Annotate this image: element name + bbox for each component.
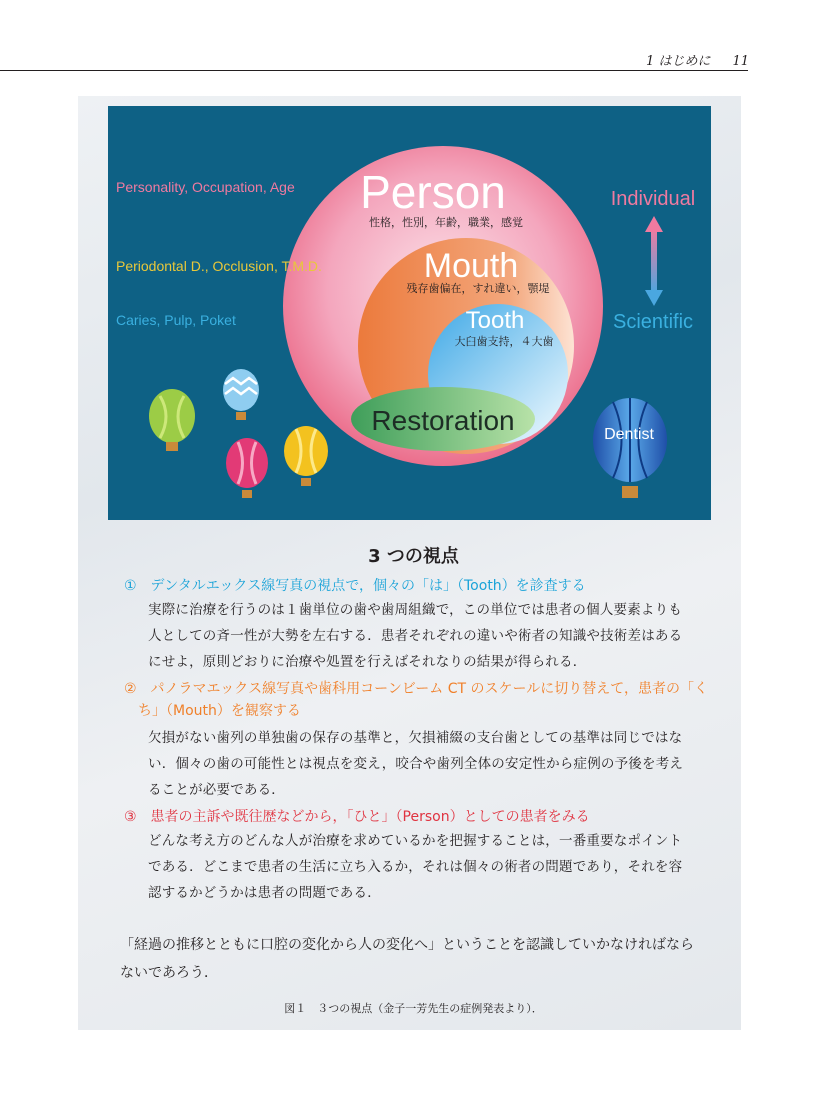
item-2-heading-line-1: ② パノラマエックス線写真や歯科用コーンビーム CT のスケールに切り替えて，患者の「く [124, 681, 708, 697]
person-label: Person [360, 166, 506, 218]
dentist-balloon-icon [593, 398, 667, 498]
left-label-personality: Personality, Occupation, Age [116, 179, 295, 195]
item-1-body [148, 597, 682, 675]
blue-white-balloon-icon [223, 369, 259, 420]
double-arrow-icon [645, 216, 663, 306]
figure-caption: 図１ ３つの視点（金子一芳先生の症例発表より）． [284, 1002, 543, 1015]
conclusion-line-2: ないであろう． [120, 965, 218, 981]
item-3-line-2: である．どこまで患者の生活に立ち入るか，それは個々の術者の問題であり，それを容 [148, 859, 683, 875]
item-3-body [148, 828, 682, 906]
header-rule [0, 70, 748, 71]
item-2-heading-line-2: ち」（Mouth）を観察する [138, 703, 301, 719]
person-sub-label: 性格，性別，年齢，職業，感覚 [369, 216, 523, 229]
restoration-label: Restoration [371, 405, 515, 436]
item-1-line-1: 実際に治療を行うのは１歯単位の歯や歯周組織で，この単位では患者の個人要素よりも [148, 602, 683, 618]
green-balloon-icon [149, 389, 195, 451]
left-label-caries: Caries, Pulp, Poket [116, 312, 236, 328]
chapter-title: 1 はじめに [646, 54, 711, 69]
individual-label: Individual [610, 188, 696, 210]
item-2-body [148, 725, 683, 803]
page-header [0, 0, 827, 72]
page-number: 11 [732, 54, 749, 69]
item-2-line-1: 欠損がない歯列の単独歯の保存の基準と，欠損補綴の支台歯としての基準は同じではな [148, 730, 683, 746]
conclusion-line-1: 「経過の推移とともに口腔の変化から人の変化へ」ということを認識していかなければなら [120, 937, 694, 953]
item-3-line-3: 認するかどうかは患者の問題である． [148, 885, 381, 901]
item-2-line-3: ることが必要である． [148, 782, 285, 798]
tooth-label: Tooth [465, 307, 525, 334]
figure-illustration [108, 106, 711, 520]
yellow-balloon-icon [284, 426, 328, 486]
item-1-heading: ① デンタルエックス線写真の視点で，個々の「は」（Tooth）を診査する [124, 578, 586, 594]
item-1-line-2: 人としての斉一性が大勢を左右する．患者それぞれの違いや術者の知識や技術差はある [148, 628, 683, 644]
scientific-label: Scientific [612, 311, 694, 333]
section-title: 3 つの視点 [368, 546, 459, 567]
dentist-label: Dentist [604, 426, 654, 443]
pink-balloon-icon [226, 438, 268, 498]
item-3-heading: ③ 患者の主訴や既往歴などから，「ひと」（Person）としての患者をみる [124, 809, 590, 825]
item-3-line-1: どんな考え方のどんな人が治療を求めているかを把握することは，一番重要なポイント [148, 833, 683, 849]
item-2-heading [124, 678, 708, 722]
conclusion-paragraph [120, 931, 710, 987]
item-2-line-2: い．個々の歯の可能性とは視点を変え，咬合や歯列全体の安定性から症例の予後を考え [148, 756, 684, 772]
running-head [646, 50, 749, 69]
three-viewpoints-figure [108, 106, 711, 520]
tooth-sub-label: 大臼歯支持，４大歯 [454, 335, 554, 348]
item-1-line-3: にせよ，原則どおりに治療や処置を行えばそれなりの結果が得られる． [148, 654, 587, 670]
mouth-label: Mouth [423, 247, 519, 285]
left-label-periodontal: Periodontal D., Occlusion, T.M.D. [116, 258, 322, 274]
mouth-sub-label: 残存歯偏在，すれ違い，顎堤 [406, 282, 550, 295]
